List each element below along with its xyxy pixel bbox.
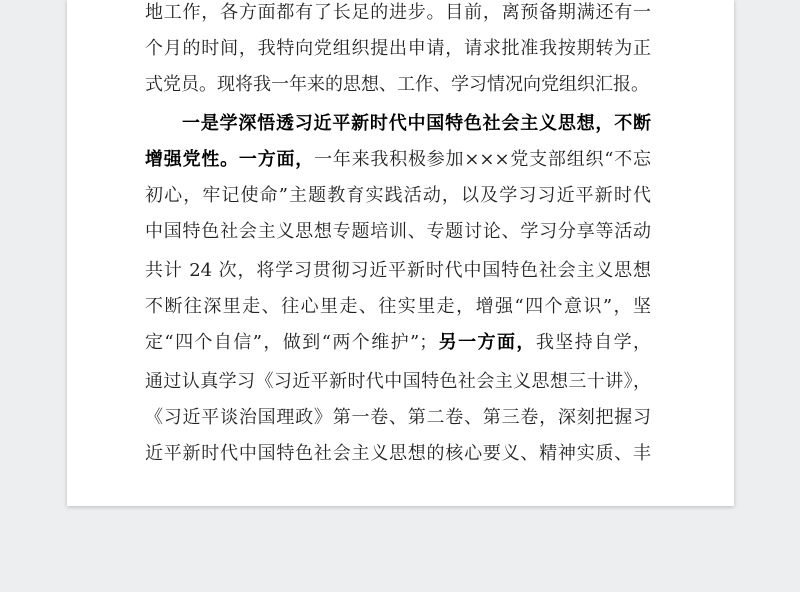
text-line: 通过认真学习《习近平新时代中国特色社会主义思想三十讲》， — [145, 371, 651, 392]
text-line: 地工作，各方面都有了长足的进步。目前，离预备期满还有一 — [145, 2, 651, 23]
text-line: 共计 24 次，将学习贯彻习近平新时代中国特色社会主义思想 — [145, 260, 651, 281]
bold-phrase-one-side: 一方面， — [238, 149, 315, 170]
text-line: 初心，牢记使命”主题教育实践活动，以及学习习近平新时代 — [145, 185, 651, 206]
text-segment: 定“四个自信”，做到“两个维护”； — [145, 332, 438, 353]
section-heading-end: 增强党性。 — [145, 149, 239, 170]
document-page — [67, 0, 734, 506]
text-line: 个月的时间，我特向党组织提出申请，请求批准我按期转为正 — [145, 38, 651, 59]
text-line: 《习近平谈治国理政》第一卷、第二卷、第三卷，深刻把握习 — [145, 407, 651, 428]
text-line: 近平新时代中国特色社会主义思想的核心要义、精神实质、丰 — [145, 443, 651, 464]
text-line — [145, 148, 651, 172]
bold-phrase-other-side: 另一方面， — [437, 332, 536, 353]
text-line — [145, 331, 651, 355]
text-line: 式党员。现将我一年来的思想、工作、学习情况向党组织汇报。 — [145, 74, 649, 95]
text-segment: 一年来我积极参加×××党支部组织“不忘 — [314, 149, 651, 170]
section-heading: 一是学深悟透习近平新时代中国特色社会主义思想，不断 — [182, 113, 651, 134]
text-segment: 我坚持自学， — [535, 332, 651, 353]
text-line: 中国特色社会主义思想专题培训、专题讨论、学习分享等活动 — [145, 221, 651, 242]
text-line: 不断往深里走、往心里走、往实里走，增强“四个意识”，坚 — [145, 296, 651, 317]
